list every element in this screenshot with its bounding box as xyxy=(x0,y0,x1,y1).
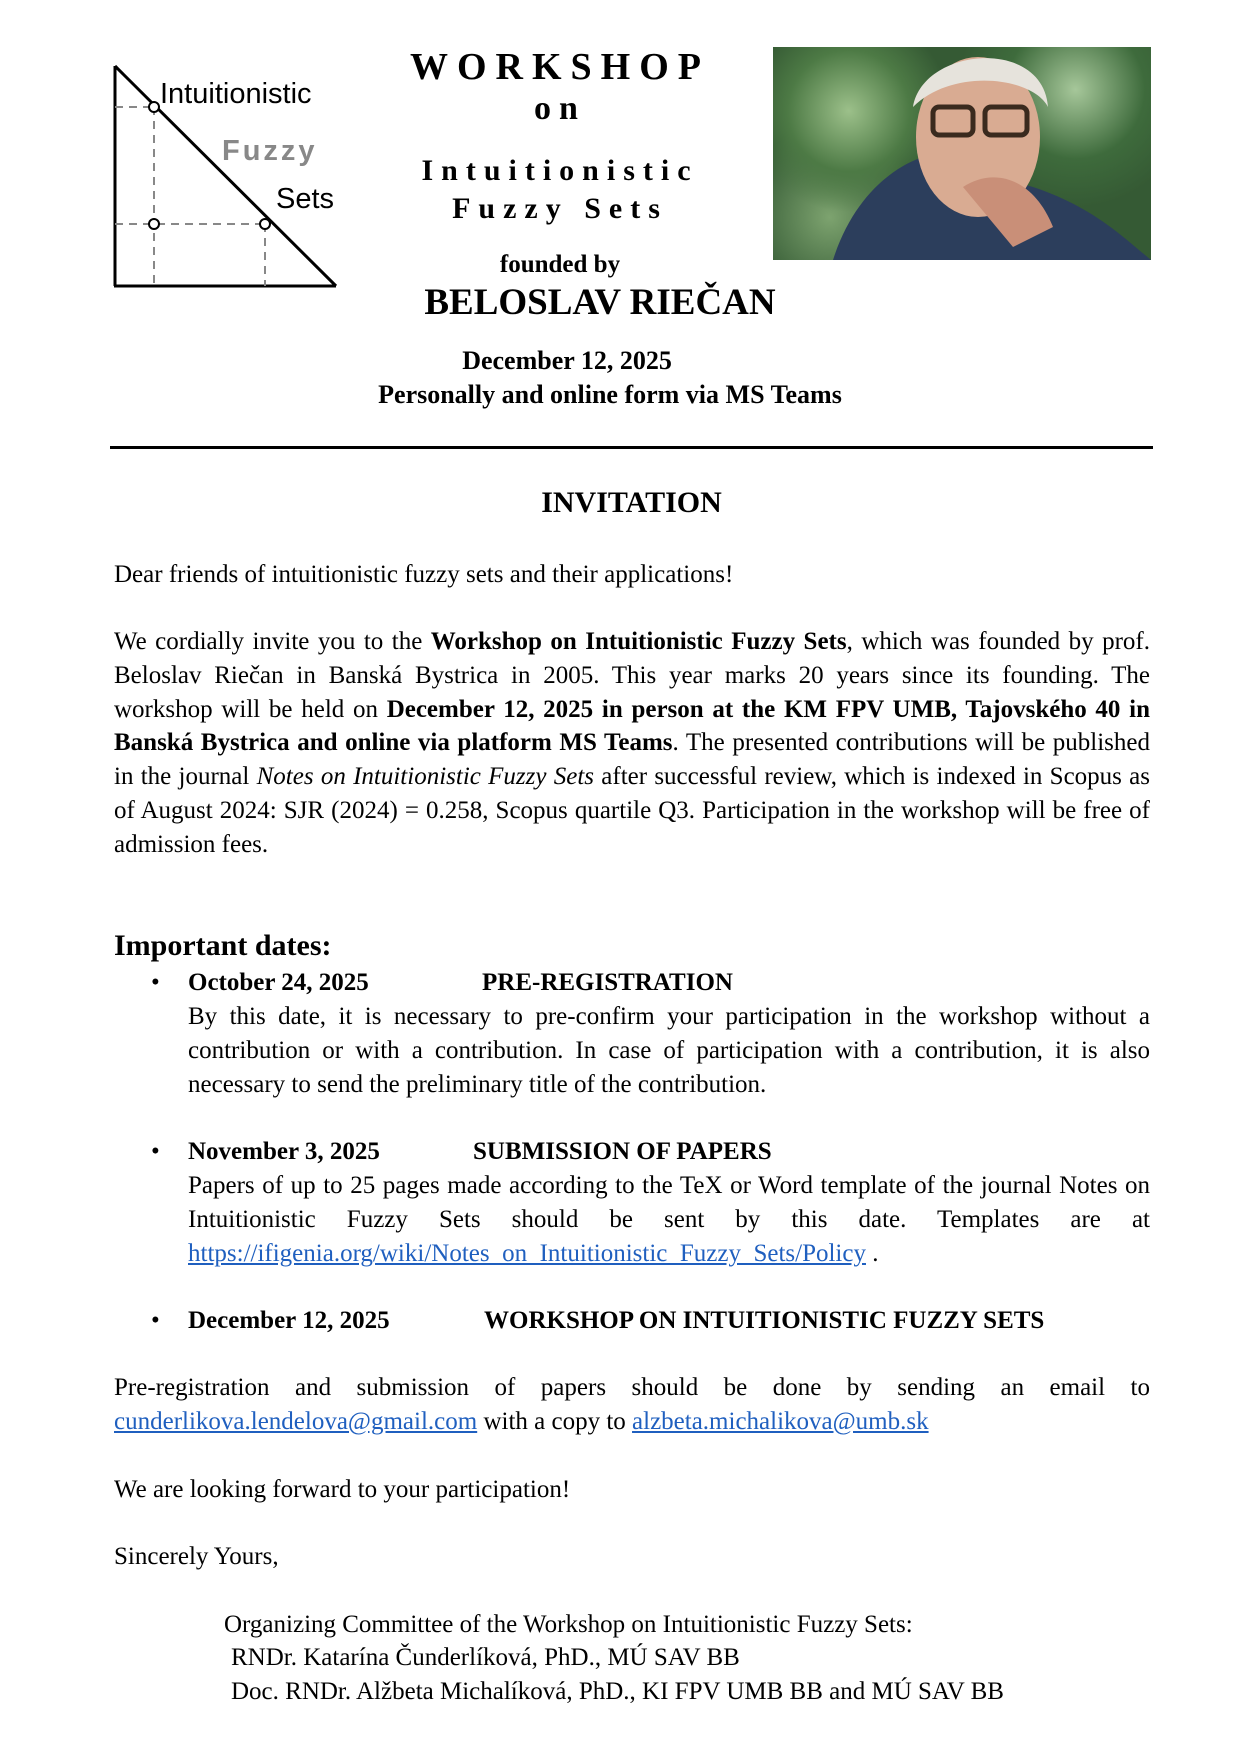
bullet: • xyxy=(151,1307,160,1334)
text: Papers of up to 25 pages made according to the TeX or Word template of the journal Notes on Intuitionistic Fuzzy Sets should be sent by this date. Templates are at xyxy=(188,1172,1150,1233)
committee-member: RNDr. Katarína Čunderlíková, PhD., MÚ SAV BB xyxy=(231,1644,740,1671)
invitation-heading: INVITATION xyxy=(541,486,722,519)
text: . xyxy=(865,1239,879,1267)
logo-word: Intuitionistic xyxy=(160,78,312,110)
text: We cordially invite you to the xyxy=(114,628,431,655)
contact-paragraph xyxy=(114,1371,1150,1439)
title-fuzzy-sets: Fuzzy Sets xyxy=(452,192,668,225)
text: with a copy to xyxy=(477,1407,633,1435)
date-item-date: November 3, 2025 xyxy=(188,1138,380,1165)
date-item-text: By this date, it is necessary to pre-confirm your participation in the workshop without a contribution or with a contribution. In case of participation with a contribution, it is also necessary to send the preliminary title of the contribution. xyxy=(188,1003,1150,1098)
email-link-2[interactable]: alzbeta.michalikova@umb.sk xyxy=(632,1407,929,1435)
founder-photo xyxy=(773,47,1151,260)
logo-word: Sets xyxy=(276,183,335,215)
title-on: on xyxy=(534,90,586,127)
committee-member: Doc. RNDr. Alžbeta Michalíková, PhD., KI FPV UMB BB and MÚ SAV BB xyxy=(231,1678,1004,1705)
workshop-logo xyxy=(110,60,350,295)
text-bold: December 12, 2025 in person at the KM FPV UMB, Tajovského 40 in Banská Bystrica and online via platform MS Teams xyxy=(114,695,1150,757)
committee-title: Organizing Committee of the Workshop on Intuitionistic Fuzzy Sets: xyxy=(224,1611,913,1638)
email-link-1[interactable]: cunderlikova.lendelova@gmail.com xyxy=(114,1407,478,1435)
title-intuitionistic: Intuitionistic xyxy=(421,154,699,187)
date-item-date: December 12, 2025 xyxy=(188,1307,390,1334)
invitation-paragraph xyxy=(114,625,1150,861)
bullet: • xyxy=(151,1138,160,1165)
closing-sincerely: Sincerely Yours, xyxy=(114,1543,279,1570)
template-link[interactable]: https://ifigenia.org/wiki/Notes_on_Intuitionistic_Fuzzy_Sets/Policy xyxy=(188,1239,866,1267)
date-item-title: PRE-REGISTRATION xyxy=(482,969,733,996)
journal-name: Notes on Intuitionistic Fuzzy Sets xyxy=(256,763,594,790)
title-workshop: WORKSHOP xyxy=(409,46,711,88)
greeting: Dear friends of intuitionistic fuzzy sets and their applications! xyxy=(114,561,734,588)
date-item-title: WORKSHOP ON INTUITIONISTIC FUZZY SETS xyxy=(484,1307,1045,1334)
text: . The presented contributions will be published in the journal xyxy=(114,729,1150,790)
date-item-date: October 24, 2025 xyxy=(188,969,369,996)
founded-by: founded by xyxy=(499,251,621,278)
founder-name: BELOSLAV RIEČAN xyxy=(424,282,776,323)
text: , which was founded by prof. Beloslav Riečan in Banská Bystrica in 2005. This year marks 20 years since its founding. The workshop will be held on xyxy=(114,628,1150,723)
text-bold: Workshop on Intuitionistic Fuzzy Sets xyxy=(430,628,847,655)
event-date: December 12, 2025 xyxy=(462,346,672,375)
text: after successful review, which is indexed in Scopus as of August 2024: SJR (2024) = 0.258, Scopus quartile Q3. Participation in the workshop will be free of admission fees. xyxy=(114,763,1150,858)
date-item-text xyxy=(188,1169,1150,1270)
bullet: • xyxy=(151,969,160,996)
event-form: Personally and online form via MS Teams xyxy=(378,380,842,409)
closing-forward: We are looking forward to your participation! xyxy=(114,1476,571,1503)
important-dates-heading: Important dates: xyxy=(114,929,332,962)
text: Pre-registration and submission of papers should be done by sending an email to xyxy=(114,1374,1150,1401)
header-divider xyxy=(110,446,1153,449)
logo-word: Fuzzy xyxy=(222,135,318,167)
date-item-title: SUBMISSION OF PAPERS xyxy=(473,1138,772,1165)
